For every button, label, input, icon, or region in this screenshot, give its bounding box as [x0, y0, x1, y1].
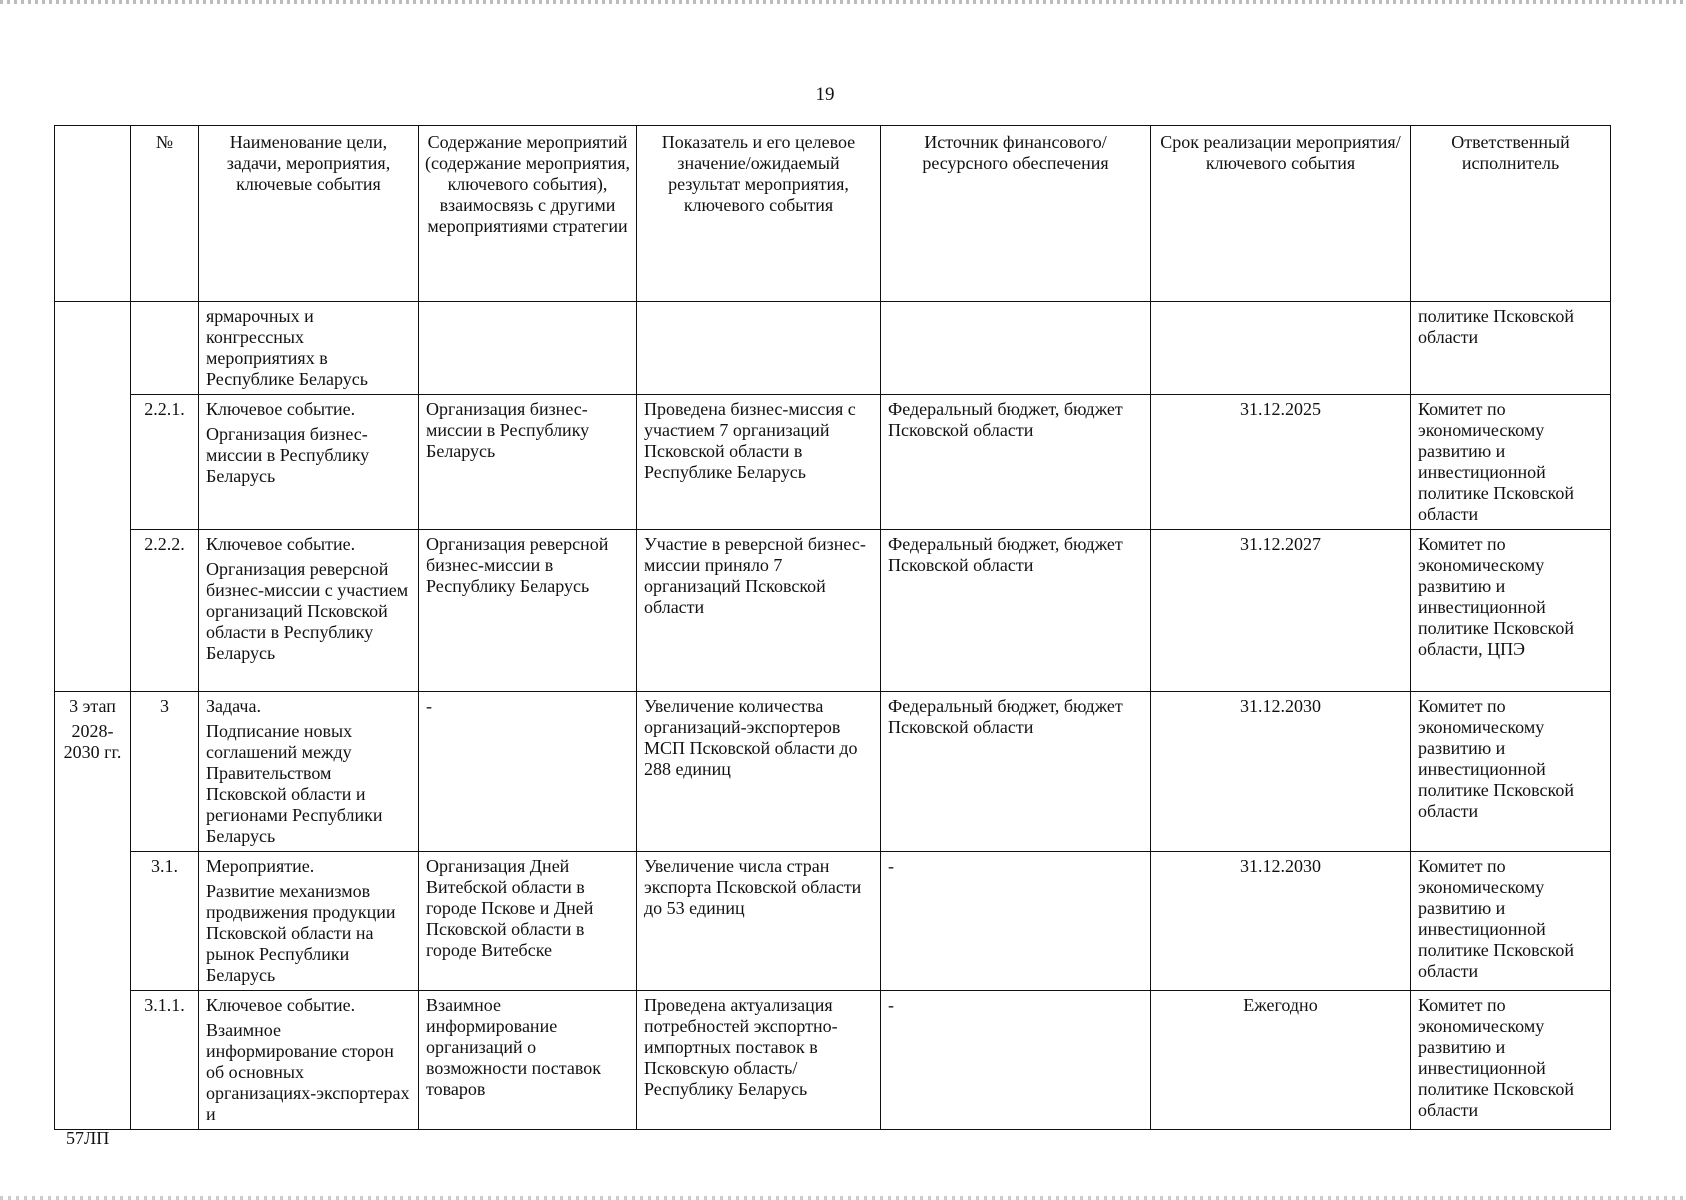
row-responsible: Комитет по экономическому развитию и инвестиционной политике Псковской области [1411, 991, 1611, 1130]
stage-years: 2028-2030 гг. [63, 721, 122, 762]
document-code: 57ЛП [66, 1128, 110, 1148]
header-indicator: Показатель и его целевое значение/ожидаемый результат мероприятия, ключевого события [637, 126, 881, 302]
row-source: Федеральный бюджет, бюджет Псковской области [881, 395, 1151, 530]
row-deadline: 31.12.2025 [1151, 395, 1411, 530]
row-name [199, 852, 419, 991]
row-num: 3.1. [131, 852, 199, 991]
scan-edge-bottom [0, 1196, 1686, 1200]
row-name [199, 395, 419, 530]
row-name-text: Организация реверсной бизнес-миссии с участием организаций Псковской области в Республику Беларусь [206, 559, 409, 663]
row-content: Организация реверсной бизнес-миссии в Республику Беларусь [419, 530, 637, 692]
row-indicator: Участие в реверсной бизнес-миссии приняло 7 организаций Псковской области [637, 530, 881, 692]
stage-cell-empty [55, 302, 131, 692]
row-deadline: Ежегодно [1151, 991, 1411, 1130]
header-source: Источник финансового/ресурсного обеспечения [881, 126, 1151, 302]
row-name-text: Подписание новых соглашений между Правительством Псковской области и регионами Республики Беларусь [206, 721, 383, 846]
row-content: Организация бизнес-миссии в Республику Беларусь [419, 395, 637, 530]
row-type-label: Задача. [206, 696, 261, 716]
row-source: Федеральный бюджет, бюджет Псковской области [881, 530, 1151, 692]
row-source: - [881, 852, 1151, 991]
row-num: 3.1.1. [131, 991, 199, 1130]
table-row [55, 991, 1611, 1130]
table-row [55, 395, 1611, 530]
row-source: - [881, 991, 1151, 1130]
strategy-plan-table [54, 125, 1611, 1130]
row-type-label: Ключевое событие. [206, 995, 356, 1015]
row-name [199, 991, 419, 1130]
table-row [55, 302, 1611, 395]
row-content: Организация Дней Витебской области в городе Пскове и Дней Псковской области в городе Витебске [419, 852, 637, 991]
row-source: Федеральный бюджет, бюджет Псковской области [881, 692, 1151, 852]
row-deadline: 31.12.2030 [1151, 692, 1411, 852]
row-name-text: Развитие механизмов продвижения продукции Псковской области на рынок Республики Беларусь [206, 881, 396, 985]
row-deadline: 31.12.2027 [1151, 530, 1411, 692]
row-deadline: 31.12.2030 [1151, 852, 1411, 991]
header-content: Содержание мероприятий (содержание мероприятия, ключевого события), взаимосвязь с другими мероприятиями стратегии [419, 126, 637, 302]
row-indicator: Увеличение числа стран экспорта Псковской области до 53 единиц [637, 852, 881, 991]
row-responsible: Комитет по экономическому развитию и инвестиционной политике Псковской области [1411, 395, 1611, 530]
header-responsible: Ответственный исполнитель [1411, 126, 1611, 302]
row-num: 2.2.2. [131, 530, 199, 692]
row-name [199, 692, 419, 852]
row-responsible: Комитет по экономическому развитию и инвестиционной политике Псковской области [1411, 692, 1611, 852]
header-stage [55, 126, 131, 302]
row-type-label: Ключевое событие. [206, 534, 356, 554]
row-type-label: Ключевое событие. [206, 399, 356, 419]
row-name-text: ярмарочных и конгрессных мероприятиях в Республике Беларусь [206, 306, 368, 389]
row-num [131, 302, 199, 395]
row-name [199, 530, 419, 692]
header-name: Наименование цели, задачи, мероприятия, ключевые события [199, 126, 419, 302]
row-responsible: Комитет по экономическому развитию и инвестиционной политике Псковской области [1411, 852, 1611, 991]
row-name-text: Взаимное информирование сторон об основных организациях-экспортерах и [206, 1020, 410, 1124]
table-header-row [55, 126, 1611, 302]
page-number: 19 [815, 84, 835, 105]
row-content: Взаимное информирование организаций о возможности поставок товаров [419, 991, 637, 1130]
table-row [55, 530, 1611, 692]
row-indicator: Проведена бизнес-миссия с участием 7 организаций Псковской области в Республике Беларусь [637, 395, 881, 530]
row-num: 3 [131, 692, 199, 852]
table-row [55, 852, 1611, 991]
table-row [55, 692, 1611, 852]
stage-cell [55, 692, 131, 1130]
row-num: 2.2.1. [131, 395, 199, 530]
row-content [419, 302, 637, 395]
row-content: - [419, 692, 637, 852]
row-name [199, 302, 419, 395]
row-name-text: Организация бизнес-миссии в Республику Беларусь [206, 424, 370, 486]
row-deadline [1151, 302, 1411, 395]
row-indicator: Проведена актуализация потребностей экспортно-импортных поставок в Псковскую область/Республику Беларусь [637, 991, 881, 1130]
row-type-label: Мероприятие. [206, 856, 315, 876]
row-indicator [637, 302, 881, 395]
row-source [881, 302, 1151, 395]
header-deadline: Срок реализации мероприятия/ключевого события [1151, 126, 1411, 302]
row-indicator: Увеличение количества организаций-экспортеров МСП Псковской области до 288 единиц [637, 692, 881, 852]
header-num: № [131, 126, 199, 302]
scan-edge-top [0, 0, 1686, 4]
row-responsible: Комитет по экономическому развитию и инвестиционной политике Псковской области, ЦПЭ [1411, 530, 1611, 692]
row-responsible: политике Псковской области [1411, 302, 1611, 395]
stage-label: 3 этап [69, 696, 116, 716]
